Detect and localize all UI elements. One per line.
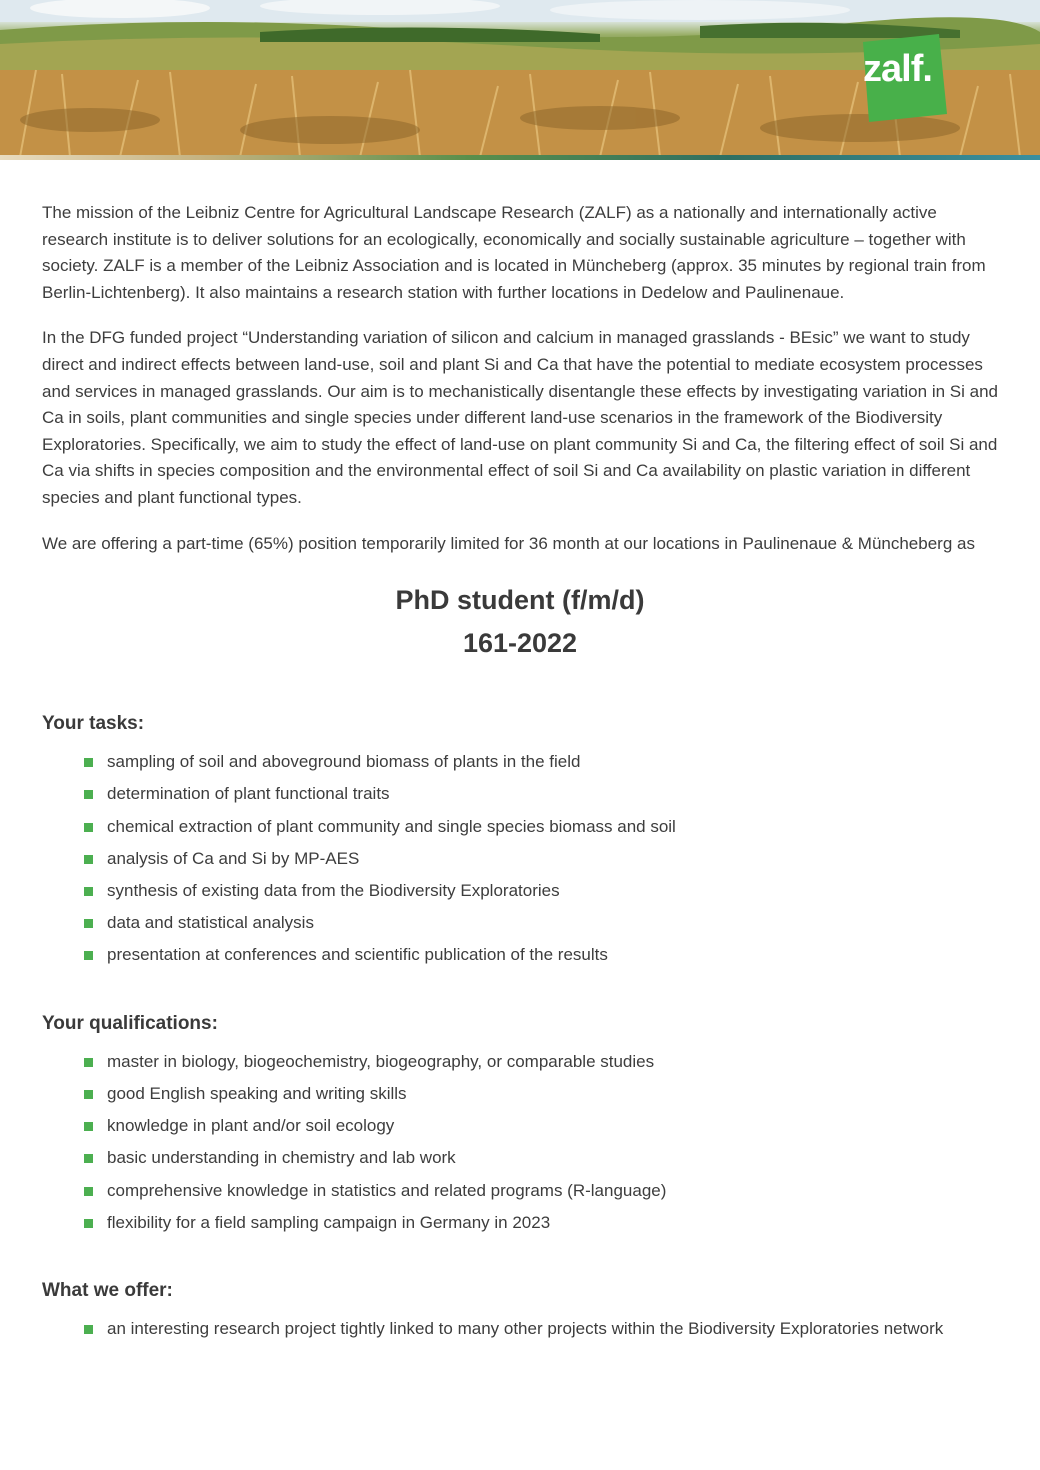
list-item: analysis of Ca and Si by MP-AES — [84, 846, 998, 873]
list-item: comprehensive knowledge in statistics and related programs (R-language) — [84, 1178, 998, 1205]
header-banner — [0, 0, 1040, 157]
square-bullet-icon — [84, 823, 93, 832]
square-bullet-icon — [84, 1058, 93, 1067]
zalf-logo — [859, 34, 947, 122]
square-bullet-icon — [84, 919, 93, 928]
list-item: basic understanding in chemistry and lab work — [84, 1145, 998, 1172]
list-item: data and statistical analysis — [84, 910, 998, 937]
position-code: 161-2022 — [462, 628, 578, 659]
list-item: master in biology, biogeochemistry, biogeography, or comparable studies — [84, 1049, 998, 1076]
qualifications-heading: Your qualifications: — [42, 1012, 218, 1034]
square-bullet-icon — [84, 1090, 93, 1099]
intro-paragraph-project: In the DFG funded project “Understanding variation of silicon and calcium in managed grasslands - BEsic” we want to study direct and indirect effects between land-use, soil and plant Si and Ca that have the potential to mediate ecosystem processes and services in managed grasslands. Our aim is to mechanistically disentangle these effects by investigating variation in Si and Ca in soils, plant communities and single species under different land-use scenarios in the framework of the Biodiversity Exploratories. Specifically, we aim to study the effect of land-use on plant community Si and Ca, the filtering effect of soil Si and Ca via shifts in species composition and the environmental effect of soil Si and Ca availability on plastic variation in different species and plant functional types. — [42, 328, 998, 507]
position-title: PhD student (f/m/d) — [395, 585, 645, 616]
banner-divider — [0, 155, 1040, 160]
tasks-heading: Your tasks: — [42, 713, 145, 735]
square-bullet-icon — [84, 790, 93, 799]
intro-paragraph-mission: The mission of the Leibniz Centre for Agricultural Landscape Research (ZALF) as a nationally and internationally active research institute is to deliver solutions for an ecologically, economically and socially sustainable agriculture – together with society. ZALF is a member of the Leibniz Association and is located in Müncheberg (approx. 35 minutes by regional train from Berlin-Lichtenberg). It also maintains a research station with further locations in Dedelow and Paulinenaue. — [42, 203, 986, 302]
intro-paragraph-offer: We are offering a part-time (65%) position temporarily limited for 36 month at our locations in Paulinenaue & Müncheberg as — [42, 533, 975, 553]
list-item: flexibility for a field sampling campaign in Germany in 2023 — [84, 1210, 998, 1237]
square-bullet-icon — [84, 1219, 93, 1228]
square-bullet-icon — [84, 1154, 93, 1163]
list-item: determination of plant functional traits — [84, 781, 998, 808]
qualifications-list — [42, 1049, 998, 1237]
list-item: synthesis of existing data from the Biodiversity Exploratories — [84, 878, 998, 905]
list-item: sampling of soil and aboveground biomass of plants in the field — [84, 749, 998, 776]
job-posting-body — [42, 200, 998, 1349]
logo-text: zalf. — [863, 48, 932, 90]
list-item: presentation at conferences and scientific publication of the results — [84, 942, 998, 969]
square-bullet-icon — [84, 951, 93, 960]
square-bullet-icon — [84, 1187, 93, 1196]
tasks-list — [42, 749, 998, 969]
square-bullet-icon — [84, 887, 93, 896]
offer-list — [42, 1316, 998, 1343]
square-bullet-icon — [84, 1122, 93, 1131]
square-bullet-icon — [84, 758, 93, 767]
list-item: good English speaking and writing skills — [84, 1081, 998, 1108]
square-bullet-icon — [84, 855, 93, 864]
square-bullet-icon — [84, 1325, 93, 1334]
list-item: an interesting research project tightly linked to many other projects within the Biodiversity Exploratories network — [84, 1316, 998, 1343]
list-item: knowledge in plant and/or soil ecology — [84, 1113, 998, 1140]
offer-heading: What we offer: — [42, 1280, 173, 1302]
list-item: chemical extraction of plant community and single species biomass and soil — [84, 814, 998, 841]
position-title-block — [42, 579, 998, 665]
